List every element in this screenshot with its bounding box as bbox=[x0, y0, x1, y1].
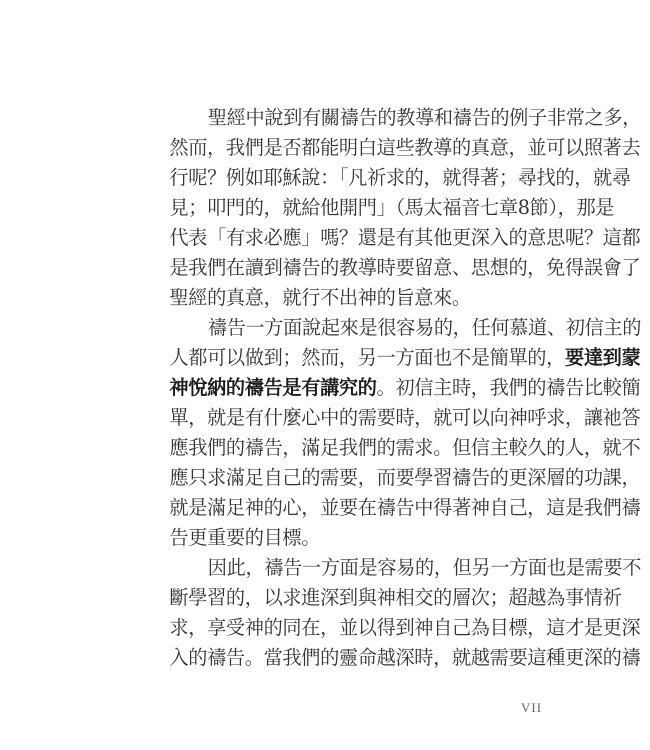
text-segment: 人都可以做到；然而，另一方面也不是簡單的， bbox=[169, 346, 565, 369]
text-line: 告更重要的目標。 bbox=[169, 526, 321, 549]
emphasis-text: 神悅納的禱告是有講究的 bbox=[169, 376, 377, 399]
body-text bbox=[131, 103, 642, 673]
emphasis-text: 要達到蒙 bbox=[564, 346, 641, 369]
text-line: 就是滿足神的心，並要在禱告中得著神自己，這是我們禱 bbox=[169, 496, 641, 519]
paragraph-1 bbox=[131, 103, 642, 313]
text-line: 應我們的禱告，滿足我們的需求。但信主較久的人，就不 bbox=[169, 436, 641, 459]
text-line: 單，就是有什麼心中的需要時，就可以向神呼求，讓祂答 bbox=[169, 406, 641, 429]
text-line: 入的禱告。當我們的靈命越深時，就越需要這種更深的禱 bbox=[169, 646, 641, 669]
text-line: 斷學習的，以求進深到與神相交的層次；超越為事情祈 bbox=[169, 586, 622, 609]
text-line: 因此，禱告一方面是容易的，但另一方面也是需要不 bbox=[207, 556, 642, 579]
text-line: 聖經的真意，就行不出神的旨意來。 bbox=[169, 286, 471, 309]
text-segment: 。初信主時，我們的禱告比較簡 bbox=[376, 376, 641, 399]
text-line: 聖經中說到有關禱告的教導和禱告的例子非常之多， bbox=[207, 106, 642, 129]
text-line bbox=[131, 373, 641, 403]
text-line bbox=[131, 343, 641, 373]
text-line: 然而，我們是否都能明白這些教導的真意，並可以照著去 bbox=[169, 136, 641, 159]
paragraph-2 bbox=[131, 313, 642, 553]
text-line: 見；叩門的，就給他開門」（馬太福音七章8節），那是 bbox=[169, 196, 615, 219]
page-number: VII bbox=[521, 700, 543, 715]
text-line: 求，享受神的同在，並以得到神自己為目標，這才是更深 bbox=[169, 616, 641, 639]
text-line: 禱告一方面說起來是很容易的，任何慕道、初信主的 bbox=[207, 316, 642, 339]
text-line: 應只求滿足自己的需要，而要學習禱告的更深層的功課， bbox=[169, 466, 641, 489]
paragraph-3 bbox=[131, 553, 642, 673]
text-line: 代表「有求必應」嗎？還是有其他更深入的意思呢？這都 bbox=[169, 226, 641, 249]
text-line: 行呢？例如耶穌說：「凡祈求的，就得著；尋找的，就尋 bbox=[169, 166, 631, 189]
text-line: 是我們在讀到禱告的教導時要留意、思想的，免得誤會了 bbox=[169, 256, 641, 279]
